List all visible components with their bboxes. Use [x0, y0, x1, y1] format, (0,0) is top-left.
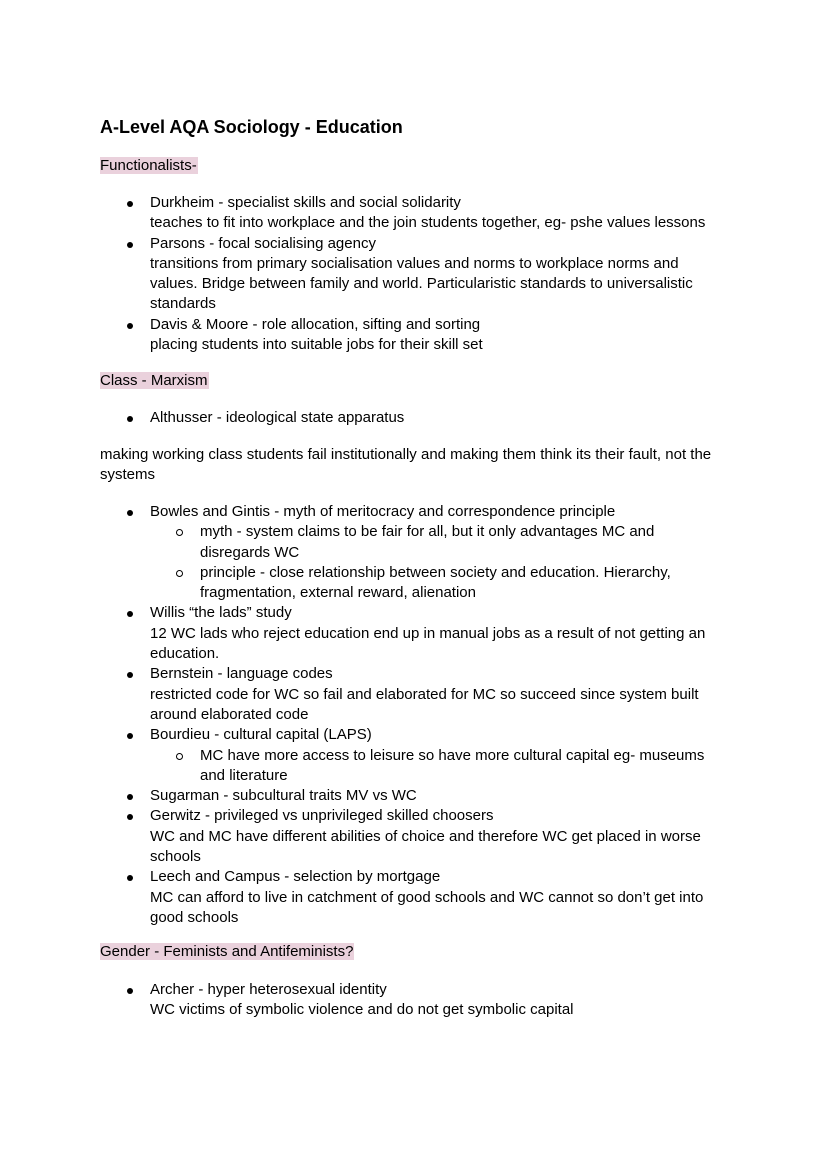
bullet-icon: [127, 988, 133, 994]
sub-list: [100, 522, 740, 603]
sub-list-item: principle - close relationship between society and education. Hierarchy, fragmentation, external reward, alienation: [100, 563, 740, 604]
bullet-icon: [127, 416, 133, 422]
list-item: Archer - hyper heterosexual identity WC victims of symbolic violence and do not get symbolic capital: [100, 980, 740, 1021]
bullet-icon: [127, 875, 133, 881]
section-heading-functionalists: Functionalists-: [100, 157, 197, 174]
bullet-icon: [127, 201, 133, 207]
gender-list: [100, 980, 740, 1021]
bullet-icon: [127, 242, 133, 248]
list-item: Bowles and Gintis - myth of meritocracy and correspondence principle myth - system claims to be fair for all, but it only advantages MC and disregards WC principle - close relationship between society and education. Hierarchy, fragmentation, external reward, alienation: [100, 502, 740, 603]
althusser-paragraph: making working class students fail institutionally and making them think its their fault, not the systems: [100, 446, 712, 484]
bullet-icon: [127, 794, 133, 800]
bullet-icon: [127, 323, 133, 329]
list-item: Willis “the lads” study 12 WC lads who reject education end up in manual jobs as a result of not getting an education.: [100, 603, 740, 664]
list-item: Durkheim - specialist skills and social solidarity teaches to fit into workplace and the join students together, eg- pshe values lessons: [100, 193, 740, 234]
sub-list-item: MC have more access to leisure so have more cultural capital eg- museums and literature: [100, 746, 740, 787]
list-item: Althusser - ideological state apparatus: [100, 408, 740, 428]
list-item: Davis & Moore - role allocation, sifting and sorting placing students into suitable jobs for their skill set: [100, 315, 740, 356]
list-item: Leech and Campus - selection by mortgage MC can afford to live in catchment of good schools and WC cannot so don’t get into good schools: [100, 867, 740, 928]
hollow-bullet-icon: [176, 570, 183, 577]
marxism-list-2: [100, 502, 740, 928]
section-heading-class-marxism: Class - Marxism: [100, 372, 208, 389]
document-title: A-Level AQA Sociology - Education: [100, 117, 403, 137]
list-item: Bernstein - language codes restricted code for WC so fail and elaborated for MC so succeed since system built around elaborated code: [100, 664, 740, 725]
section-heading-gender: Gender - Feminists and Antifeminists?: [100, 943, 354, 960]
list-item: Parsons - focal socialising agency transitions from primary socialisation values and norms to workplace norms and values. Bridge between family and world. Particularistic standards to universalistic standards: [100, 234, 740, 315]
sub-list-item: myth - system claims to be fair for all, but it only advantages MC and disregards WC: [100, 522, 740, 563]
hollow-bullet-icon: [176, 529, 183, 536]
sub-list: [100, 746, 740, 787]
bullet-icon: [127, 510, 133, 516]
functionalists-list: [100, 193, 740, 355]
bullet-icon: [127, 611, 133, 617]
list-item: Bourdieu - cultural capital (LAPS) MC have more access to leisure so have more cultural capital eg- museums and literature: [100, 725, 740, 786]
list-item: Gerwitz - privileged vs unprivileged skilled choosers WC and MC have different abilities of choice and therefore WC get placed in worse schools: [100, 806, 740, 867]
bullet-icon: [127, 814, 133, 820]
bullet-icon: [127, 672, 133, 678]
hollow-bullet-icon: [176, 753, 183, 760]
list-item: Sugarman - subcultural traits MV vs WC: [100, 786, 740, 806]
bullet-icon: [127, 733, 133, 739]
marxism-list-1: [100, 408, 740, 428]
